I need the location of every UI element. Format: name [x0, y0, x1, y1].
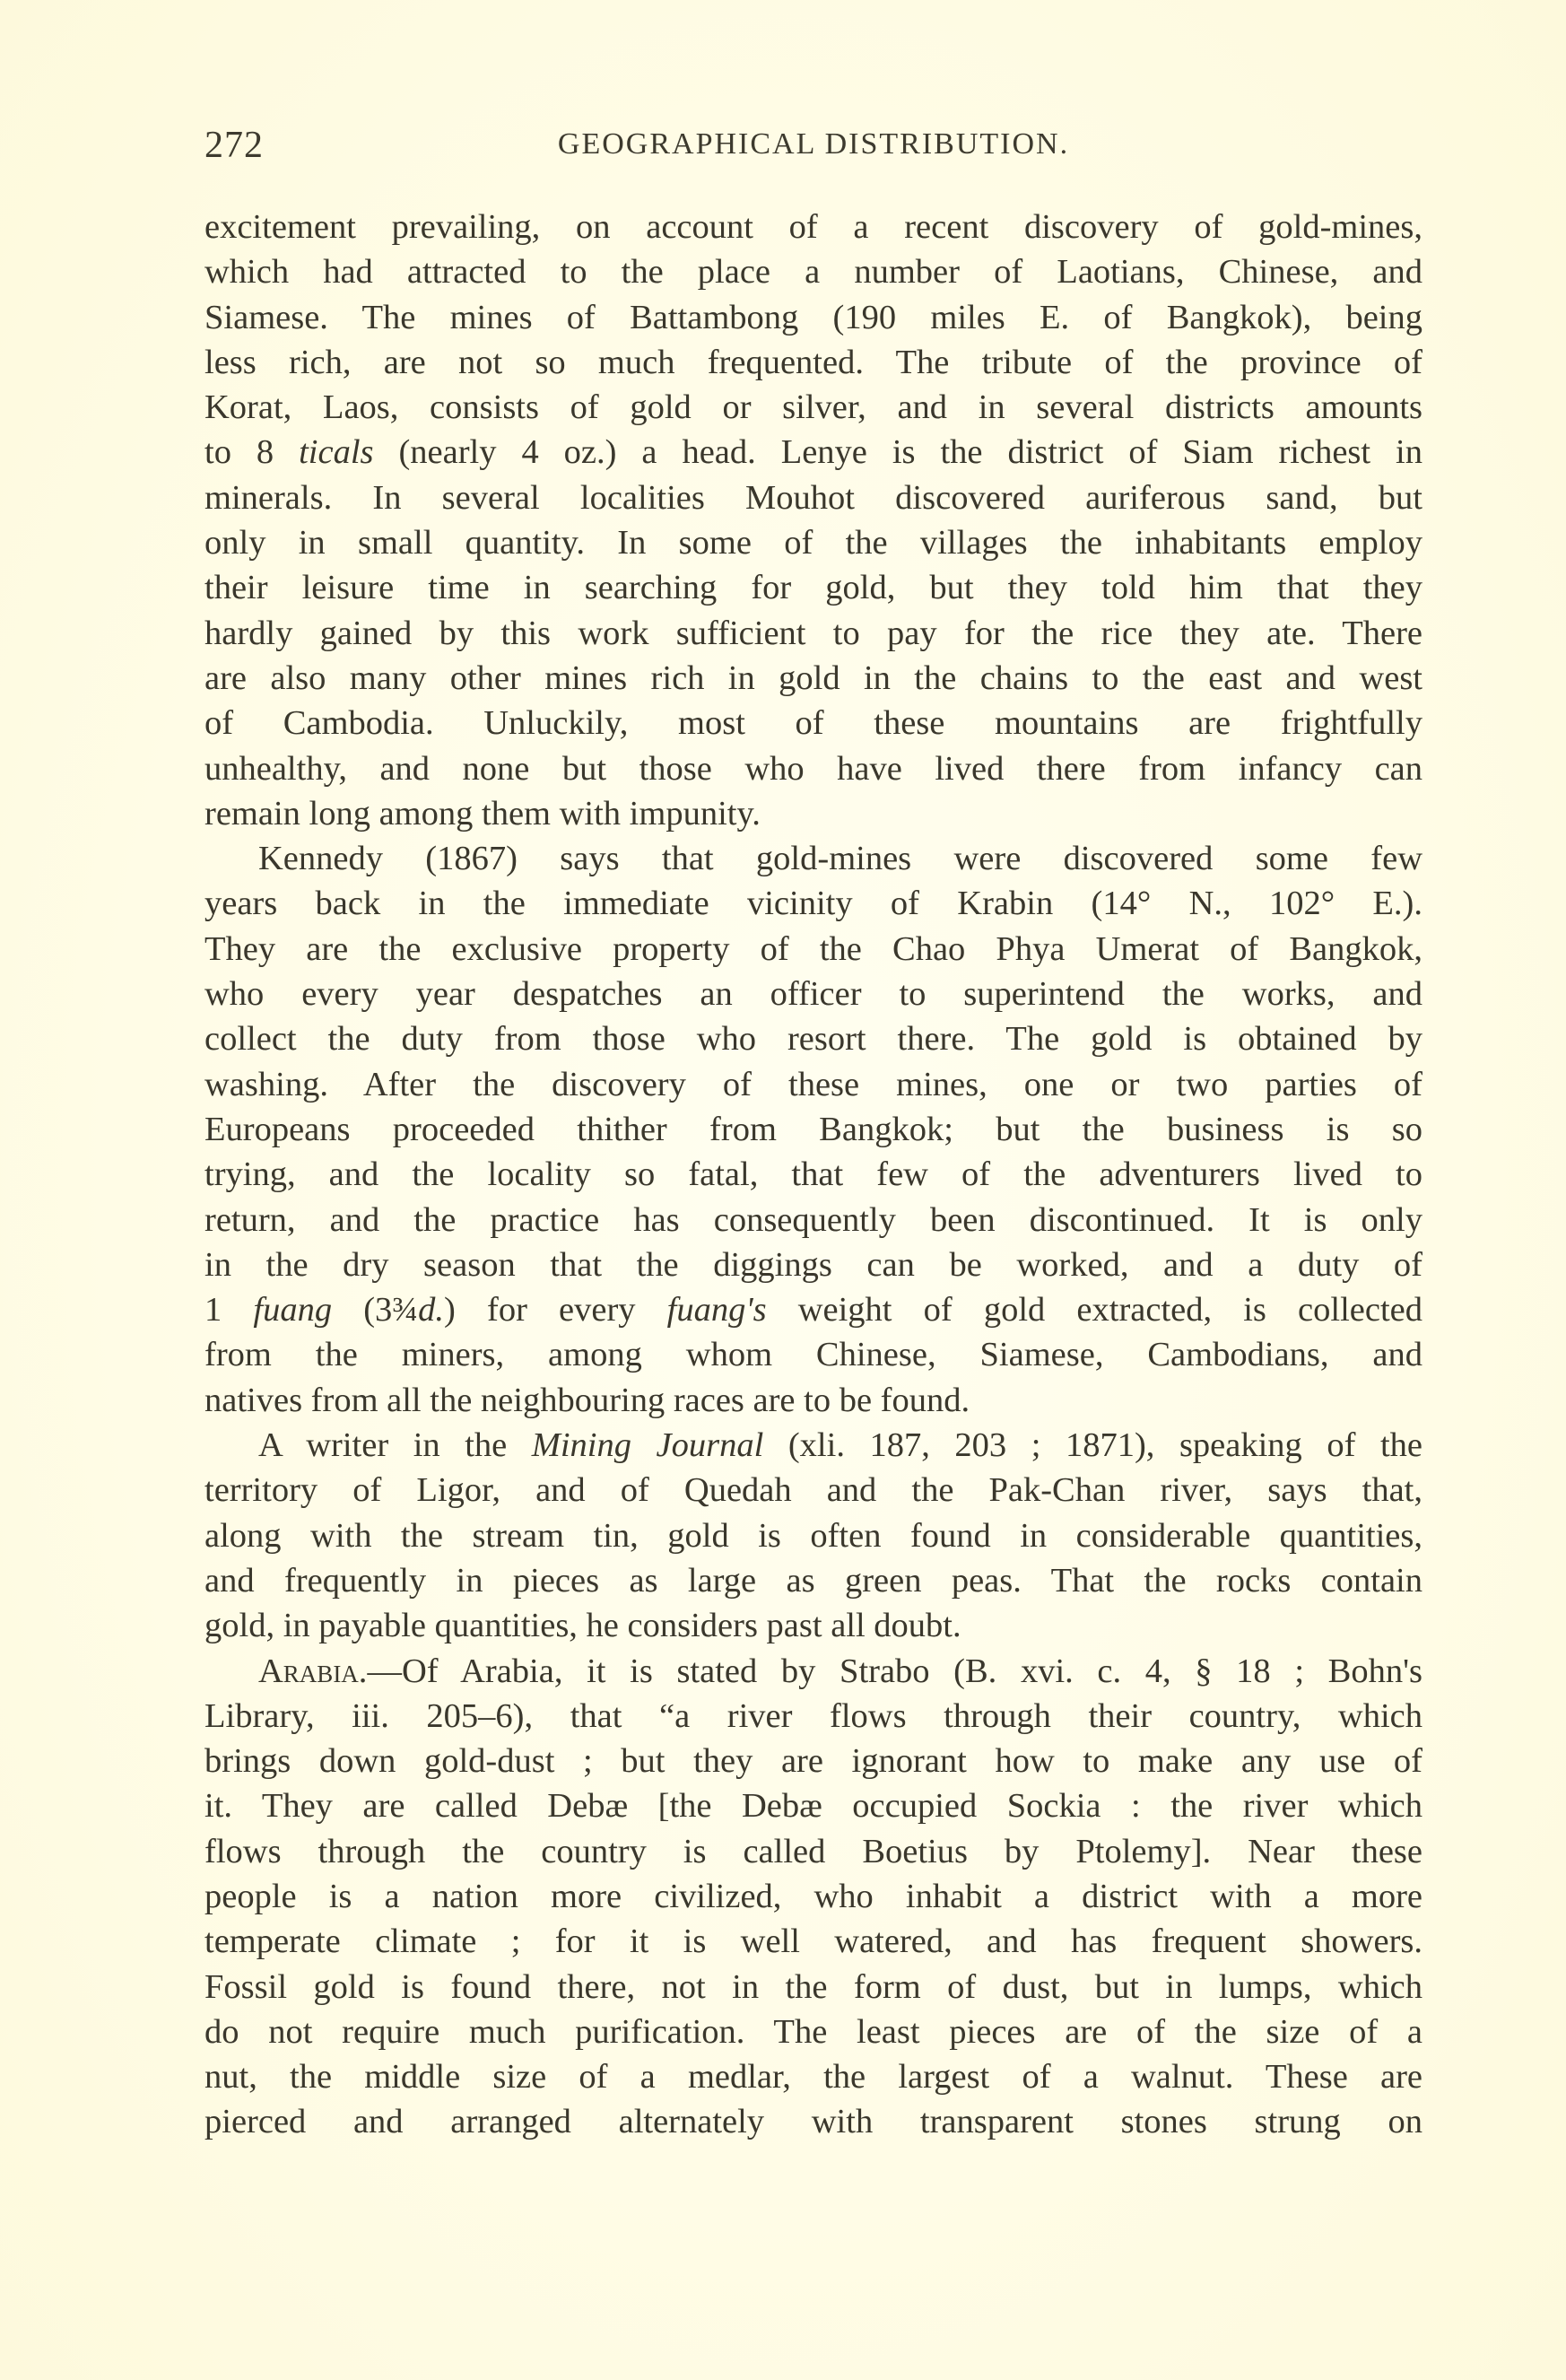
text-line	[204, 2054, 1422, 2099]
text-run: weight of gold extracted, is collected	[766, 1291, 1422, 1329]
text-run: who every year despatches an officer to superintend the works, and	[204, 975, 1422, 1014]
text-line	[204, 836, 1422, 881]
text-run: excitement prevailing, on account of a recent discovery of gold-mines,	[204, 208, 1422, 246]
text-line	[204, 1378, 1422, 1423]
text-line	[204, 1694, 1422, 1739]
text-line	[204, 1649, 1422, 1694]
text-line	[204, 385, 1422, 430]
text-run: less rich, are not so much frequented. The tribute of the province of	[204, 343, 1422, 381]
text-line	[204, 1332, 1422, 1377]
text-line	[204, 1423, 1422, 1468]
text-run: trying, and the locality so fatal, that few of the adventurers lived to	[204, 1155, 1422, 1194]
italic-run: ticals	[299, 433, 374, 472]
text-run: pierced and arranged alternately with transparent stones strung on	[204, 2103, 1422, 2141]
page-header	[204, 124, 1422, 169]
text-run: brings down gold-dust ; but they are ignorant how to make any use of	[204, 1742, 1422, 1781]
body-text	[204, 205, 1422, 2145]
text-run: 1	[204, 1291, 254, 1329]
text-run: remain long among them with impunity.	[204, 794, 761, 833]
text-line	[204, 701, 1422, 745]
text-line	[204, 881, 1422, 926]
text-line	[204, 1468, 1422, 1513]
text-run: Library, iii. 205–6), that “a river flows through their country, which	[204, 1696, 1422, 1735]
text-run: from the miners, among whom Chinese, Siamese, Cambodians, and	[204, 1336, 1422, 1374]
text-run: are also many other mines rich in gold in the chains to the east and west	[204, 658, 1422, 697]
text-line	[204, 1965, 1422, 2009]
text-run: hardly gained by this work sufficient to pay for the rice they ate. There	[204, 614, 1422, 652]
text-line	[204, 746, 1422, 791]
text-run: A writer in the	[258, 1426, 532, 1465]
text-run: their leisure time in searching for gold, but they told him that they	[204, 569, 1422, 607]
text-run: flows through the country is called Boetius by Ptolemy]. Near these	[204, 1832, 1422, 1870]
text-run: (xli. 187, 203 ; 1871), speaking of the	[763, 1426, 1422, 1465]
text-run: (nearly 4 oz.) a head. Lenye is the district of Siam richest in	[373, 433, 1422, 472]
text-run: They are the exclusive property of the Chao Phya Umerat of Bangkok,	[204, 929, 1422, 968]
text-line	[204, 520, 1422, 565]
text-line	[204, 475, 1422, 520]
text-line	[204, 656, 1422, 701]
running-head: GEOGRAPHICAL DISTRIBUTION.	[557, 127, 1070, 161]
text-line	[204, 1152, 1422, 1197]
italic-run: fuang	[253, 1291, 333, 1329]
italic-run: Mining Journal	[531, 1426, 764, 1465]
text-run: and frequently in pieces as large as green peas. That the rocks contain	[204, 1561, 1422, 1600]
text-line	[204, 1783, 1422, 1828]
text-line	[204, 1062, 1422, 1107]
text-run: Fossil gold is found there, not in the form of dust, but in lumps, which	[204, 1967, 1422, 2006]
text-line	[204, 2009, 1422, 2054]
text-line	[204, 1919, 1422, 1964]
text-line	[204, 1513, 1422, 1558]
text-run: (3¾	[332, 1291, 419, 1329]
text-line	[204, 791, 1422, 836]
text-run: to 8	[204, 433, 300, 472]
text-line	[204, 611, 1422, 656]
text-line	[204, 1603, 1422, 1648]
text-run: which had attracted to the place a number of Laotians, Chinese, and	[204, 253, 1422, 292]
text-run: people is a nation more civilized, who inhabit a district with a more	[204, 1877, 1422, 1915]
text-line	[204, 1558, 1422, 1603]
page-number: 272	[204, 125, 264, 166]
text-line	[204, 1739, 1422, 1783]
text-run: of Cambodia. Unluckily, most of these mountains are frightfully	[204, 704, 1422, 743]
text-run: collect the duty from those who resort there. The gold is obtained by	[204, 1020, 1422, 1059]
text-line	[204, 1242, 1422, 1287]
text-line	[204, 249, 1422, 294]
text-run: ) for every	[444, 1291, 667, 1329]
text-line	[204, 927, 1422, 972]
text-run: Korat, Laos, consists of gold or silver, and in several districts amounts	[204, 388, 1422, 427]
text-run: years back in the immediate vicinity of Krabin (14° N., 102° E.).	[204, 885, 1422, 923]
italic-run: fuang's	[666, 1291, 767, 1329]
text-run: return, and the practice has consequently been discontinued. It is only	[204, 1200, 1422, 1239]
text-line	[204, 340, 1422, 385]
text-run: natives from all the neighbouring races are to be found.	[204, 1381, 970, 1419]
text-run: in the dry season that the diggings can be worked, and a duty of	[204, 1245, 1422, 1284]
text-line	[204, 1829, 1422, 1874]
text-run: do not require much purification. The least pieces are of the size of a	[204, 2012, 1422, 2051]
text-line	[204, 205, 1422, 249]
text-line	[204, 1016, 1422, 1061]
text-line	[204, 1874, 1422, 1919]
italic-run: d.	[418, 1291, 445, 1329]
text-run: only in small quantity. In some of the villages the inhabitants employ	[204, 524, 1422, 562]
text-line	[204, 430, 1422, 475]
text-run: territory of Ligor, and of Quedah and the Pak-Chan river, says that,	[204, 1471, 1422, 1510]
text-line	[204, 565, 1422, 610]
text-run: Siamese. The mines of Battambong (190 miles E. of Bangkok), being	[204, 298, 1422, 336]
text-line	[204, 972, 1422, 1016]
text-run: gold, in payable quantities, he considers past all doubt.	[204, 1607, 961, 1645]
text-line	[204, 2099, 1422, 2144]
text-run: nut, the middle size of a medlar, the largest of a walnut. These are	[204, 2058, 1422, 2097]
text-run: it. They are called Debæ [the Debæ occupied Sockia : the river which	[204, 1787, 1422, 1826]
text-run: minerals. In several localities Mouhot discovered auriferous sand, but	[204, 478, 1422, 517]
text-line	[204, 1198, 1422, 1242]
text-run: Europeans proceeded thither from Bangkok; but the business is so	[204, 1110, 1422, 1148]
text-line	[204, 1107, 1422, 1152]
text-line	[204, 1287, 1422, 1332]
text-run: temperate climate ; for it is well watered, and has frequent showers.	[204, 1922, 1422, 1961]
text-run: —Of Arabia, it is stated by Strabo (B. xvi. c. 4, § 18 ; Bohn's	[367, 1652, 1422, 1690]
text-line	[204, 295, 1422, 340]
text-run: along with the stream tin, gold is often found in considerable quantities,	[204, 1516, 1422, 1555]
text-run: Kennedy (1867) says that gold-mines were discovered some few	[258, 840, 1422, 878]
text-run: washing. After the discovery of these mines, one or two parties of	[204, 1065, 1422, 1103]
text-run: unhealthy, and none but those who have lived there from infancy can	[204, 749, 1422, 788]
small-caps-run: Arabia.	[258, 1652, 368, 1690]
